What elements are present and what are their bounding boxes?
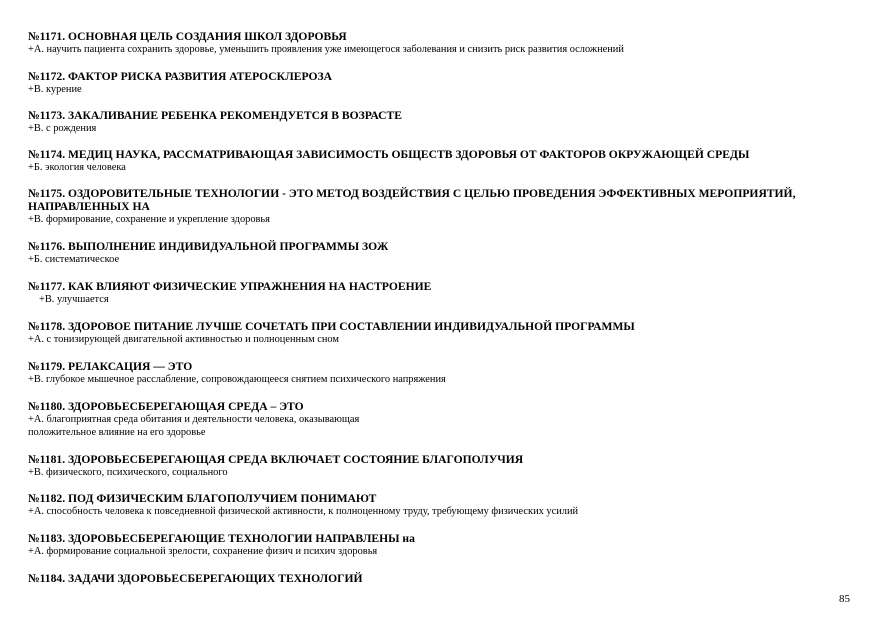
question-title: №1180. ЗДОРОВЬЕСБЕРЕГАЮЩАЯ СРЕДА – ЭТО xyxy=(28,400,304,413)
question-answer: +А. благоприятная среда обитания и деятельности человека, оказывающая положительное влияние на его здоровье xyxy=(28,414,360,438)
question-answer: +Б. систематическое xyxy=(28,254,120,265)
question-answer: +А. формирование социальной зрелости, сохранение физич и психич здоровья xyxy=(28,546,378,557)
question-title: №1171. ОСНОВНАЯ ЦЕЛЬ СОЗДАНИЯ ШКОЛ ЗДОРОВЬЯ xyxy=(28,30,347,43)
question-1179 xyxy=(28,360,848,386)
question-title: №1183. ЗДОРОВЬЕСБЕРЕГАЮЩИЕ ТЕХНОЛОГИИ НАПРАВЛЕНЫ на xyxy=(28,532,415,545)
question-1182 xyxy=(28,492,848,518)
question-1181 xyxy=(28,453,848,479)
question-answer: +Б. экология человека xyxy=(28,162,126,173)
question-title: №1181. ЗДОРОВЬЕСБЕРЕГАЮЩАЯ СРЕДА ВКЛЮЧАЕТ СОСТОЯНИЕ БЛАГОПОЛУЧИЯ xyxy=(28,453,524,466)
question-1175 xyxy=(28,187,848,226)
question-answer: +А. научить пациента сохранить здоровье, уменьшить проявления уже имеющегося заболевания и снизить риск развития осложнений xyxy=(28,44,624,55)
question-1184 xyxy=(28,572,848,585)
question-1174 xyxy=(28,148,848,174)
question-1177 xyxy=(28,280,848,306)
question-title: №1174. МЕДИЦ НАУКА, РАССМАТРИВАЮЩАЯ ЗАВИСИМОСТЬ ОБЩЕСТВ ЗДОРОВЬЯ ОТ ФАКТОРОВ ОКРУЖАЮЩЕЙ СРЕДЫ xyxy=(28,148,750,161)
question-answer: +В. глубокое мышечное расслабление, сопровождающееся снятием психического напряжения xyxy=(28,374,446,385)
question-1180 xyxy=(28,400,848,439)
question-1176 xyxy=(28,240,848,266)
question-1173 xyxy=(28,109,848,135)
question-title: №1179. РЕЛАКСАЦИЯ — ЭТО xyxy=(28,360,193,373)
question-title: №1178. ЗДОРОВОЕ ПИТАНИЕ ЛУЧШЕ СОЧЕТАТЬ ПРИ СОСТАВЛЕНИИ ИНДИВИДУАЛЬНОЙ ПРОГРАММЫ xyxy=(28,320,635,333)
question-answer: +В. формирование, сохранение и укрепление здоровья xyxy=(28,214,270,225)
question-1183 xyxy=(28,532,848,558)
question-answer: +А. с тонизирующей двигательной активностью и полноценным сном xyxy=(28,334,339,345)
question-title: №1182. ПОД ФИЗИЧЕСКИМ БЛАГОПОЛУЧИЕМ ПОНИМАЮТ xyxy=(28,492,377,505)
question-answer: +В. улучшается xyxy=(39,294,109,305)
question-title: №1184. ЗАДАЧИ ЗДОРОВЬЕСБЕРЕГАЮЩИХ ТЕХНОЛОГИЙ xyxy=(28,572,363,585)
page-number: 85 xyxy=(839,593,850,605)
question-title: №1173. ЗАКАЛИВАНИЕ РЕБЕНКА РЕКОМЕНДУЕТСЯ В ВОЗРАСТЕ xyxy=(28,109,402,122)
question-answer: +В. с рождения xyxy=(28,123,97,134)
question-title: №1176. ВЫПОЛНЕНИЕ ИНДИВИДУАЛЬНОЙ ПРОГРАММЫ ЗОЖ xyxy=(28,240,389,253)
question-1172 xyxy=(28,70,848,96)
question-answer: +В. курение xyxy=(28,84,82,95)
question-1178 xyxy=(28,320,848,346)
question-title: №1172. ФАКТОР РИСКА РАЗВИТИЯ АТЕРОСКЛЕРОЗА xyxy=(28,70,332,83)
question-title: №1175. ОЗДОРОВИТЕЛЬНЫЕ ТЕХНОЛОГИИ - ЭТО МЕТОД ВОЗДЕЙСТВИЯ С ЦЕЛЬЮ ПРОВЕДЕНИЯ ЭФФЕКТИВНЫХ МЕРОПРИЯТИЙ, НАПРАВЛЕННЫХ НА xyxy=(28,187,796,213)
question-1171 xyxy=(28,30,848,56)
question-answer: +В. физического, психического, социального xyxy=(28,467,228,478)
question-answer: +А. способность человека к повседневной физической активности, к полноценному труду, требующему физических усилий xyxy=(28,506,579,517)
question-title: №1177. КАК ВЛИЯЮТ ФИЗИЧЕСКИЕ УПРАЖНЕНИЯ НА НАСТРОЕНИЕ xyxy=(28,280,432,293)
